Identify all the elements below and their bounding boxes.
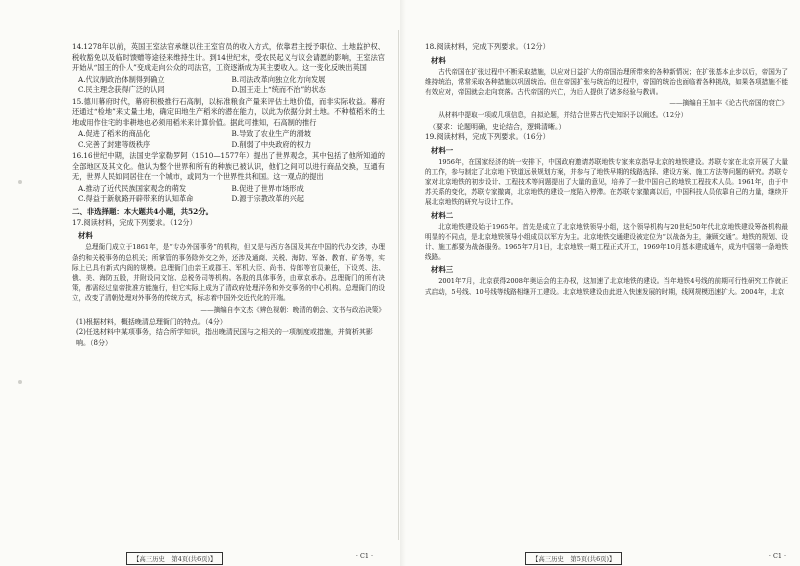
material-source: ——摘编自李文杰《辨色视朝：晚清的朝会、文书与政治决策》 [200, 305, 385, 314]
question-19-stem: 19.阅读材料，完成下列要求。（16分） [425, 132, 550, 142]
question-18-requirement: （要求：论题明确，史论结合，逻辑清晰。） [429, 122, 566, 131]
section-title: 二、非选择题：本大题共4小题，共52分。 [72, 206, 214, 216]
option-b: B.导致了农业生产的滑坡 [231, 129, 311, 139]
material-3-label: 材料三 [431, 265, 454, 275]
question-19-material-2: 北京地铁建设始于1965年。首先是成立了北京地铁领导小组，这个领导机构与20世纪50年代北京地铁建设筹备机构最明显的不同点，是北京地铁领导小组成员以军方为主。北京地铁交通建设被定位为“以战备为主，兼顾交通”。地铁的规划、设计、施工都要为战备服务。1965年7月1日，北京地铁一期工程正式开工，1969年10月基本建成通车，成为中国第一条地铁线路。 [425, 222, 788, 262]
option-a: A.促进了稻米的商品化 [78, 129, 151, 139]
question-18-material: 古代帝国在扩张过程中不断采取措施，以应对日益扩大的帝国治理所带来的各种新情况；在扩张基本止步以后，帝国为了维持统治，常常采取各种措施以巩固统治。但在帝国扩张与统治的过程中，帝国的统治也面临着各种挑战，如果各项措施不能有效应对，帝国就会走向衰落。古代帝国的兴亡，为后人提供了诸多经验与教训。 [425, 67, 788, 96]
page-4 [6, 0, 391, 566]
material-source: ——摘编自王加丰《论古代帝国的衰亡》 [669, 99, 788, 108]
page-number: 【高三历史 第4页(共6页)】 [126, 552, 223, 565]
question-19-material-3: 2001年7月，北京获得2008年奥运会的主办权，这加速了北京地铁的建设。当年地铁4号线的前期可行性研究工作就正式启动，5号线、10号线等线路相继开工建设。北京地铁建设由此进入快速发展的时期，线网规模迅速扩大。2004年，北京 [425, 277, 788, 296]
page-divider [398, 30, 399, 540]
page-number: 【高三历史 第5页(共6页)】 [525, 552, 622, 565]
option-c: C.民主理念获得广泛的认同 [78, 85, 165, 95]
page-fold [400, 0, 406, 566]
question-18-task: 从材料中提取一项或几项信息，自拟论题，并结合世界古代史知识予以阐述。（12分） [438, 111, 688, 120]
question-15-options [72, 129, 385, 150]
question-17-sub1: (1)根据材料，概括晚清总理衙门的特点。（4分） [76, 317, 227, 326]
question-14-stem: 14.1278年以前，英国王室法官承继以往王室官员的收入方式，依靠君主授予职位、土地监护权、税收豁免以及临时馈赠等途径来维持生计。到14世纪末，受农民起义与议会请愿的影响，王室法官开始从“国王的仆人”变成走向公众的司法官，工资逐渐成为其主要收入。这一变化反映出英国 [72, 42, 385, 73]
option-a: A.代议制政治体制得到确立 [78, 74, 165, 84]
material-label: 材料 [78, 231, 93, 241]
option-b: B.司法改革向独立化方向发展 [231, 74, 326, 84]
material-2-label: 材料二 [431, 210, 454, 220]
page-5 [409, 0, 794, 566]
option-a: A.推动了近代民族国家观念的萌发 [78, 183, 187, 193]
option-c: C.完善了封建等级秩序 [78, 139, 151, 149]
question-15-stem: 15.德川幕府时代，幕府积极推行石高制，以标准粮食产量来评估土地价值，而非实际收益。幕府还通过“检地”来丈量土地，确定田地生产稻米的潜在能力，以此为依据分封土地。不种植稻米的土地或用作住宅的非耕地也必须用稻米来计算价值。据此可推知，石高制的推行 [72, 96, 385, 127]
material-1-label: 材料一 [431, 145, 454, 155]
option-d: D.国王走上“统而不治”的状态 [231, 85, 326, 95]
question-16-stem: 16.16世纪中期，法国史学家勒罗阿（1510—1577年）提出了世界观念，其中包括了他所知道的全部地区及其文化。他认为整个世界和所有的种族已被认识，他们之间可以进行商品交换，互通有无，世界人民如同居住在一个城市，或同为一个世界性共和国。这一观点的提出 [72, 151, 385, 182]
question-17-stem: 17.阅读材料，完成下列要求。（12分） [72, 217, 197, 227]
question-17-material: 总理衙门成立于1861年，是“专办外国事务”的机构，但又是与西方各国及其在中国的代办交涉，办理条约和关税事务的总机关；所掌管的事务除外交之外，还涉及通商、关税、海防、军备、教育、矿务等，实际上已具有新式内阁的规模。总理衙门由亲王或郡王、军机大臣、尚书、侍郎等官员兼任，下设英、法、俄、美、海防五股，并附设同文馆、总税务司等机构。各股的具体事务，由章京承办。总理衙门的所有决策，都需经过皇帝批准方能施行，但它实际上成为了清政府处理洋务和外交事务的中心机构。总理衙门的设立，改变了清朝处理对外事务的传统方式，标志着中国外交近代化的开端。 [72, 243, 385, 303]
option-b: B.促进了世界市场形成 [231, 183, 304, 193]
option-d: D.削弱了中央政府的权力 [231, 139, 312, 149]
option-d: D.源于宗教改革的兴起 [231, 194, 304, 204]
option-c: C.得益于新航路开辟带来的认知革命 [78, 194, 194, 204]
question-14-options [72, 75, 385, 96]
material-label: 材料 [431, 55, 446, 65]
paper-code: · C1 · [355, 552, 373, 560]
question-18-stem: 18.阅读材料，完成下列要求。（12分） [425, 42, 550, 51]
question-19-material-1: 1956年，在国家经济的统一安排下，中国政府邀请苏联地铁专家来京指导北京的地铁建设。苏联专家在北京开展了大量的工作，参与制定了北京地下铁道远景规划方案，并参与了地铁早期的线路选择、建设方案、施工方法等问题的研究。苏联专家对北京地铁的初步设计、工程技术等问题提出了大量的意见，培养了一批中国自己的地铁工程技术人员。1961年，由于中苏关系的变化，苏联专家撤离，北京地铁的建设一度陷入停滞。在苏联专家撤离以后，中国科技人员依靠自己的力量，继续开展北京地铁的研究与设计工作。 [425, 157, 788, 207]
question-17-sub2: (2)任选材料中某项事务，结合所学知识，指出晚清民国与之相关的一项制度或措施，并简析其影响。（8分） [76, 328, 373, 347]
paper-code: · C1 · [768, 552, 786, 560]
question-16-options [72, 184, 385, 205]
